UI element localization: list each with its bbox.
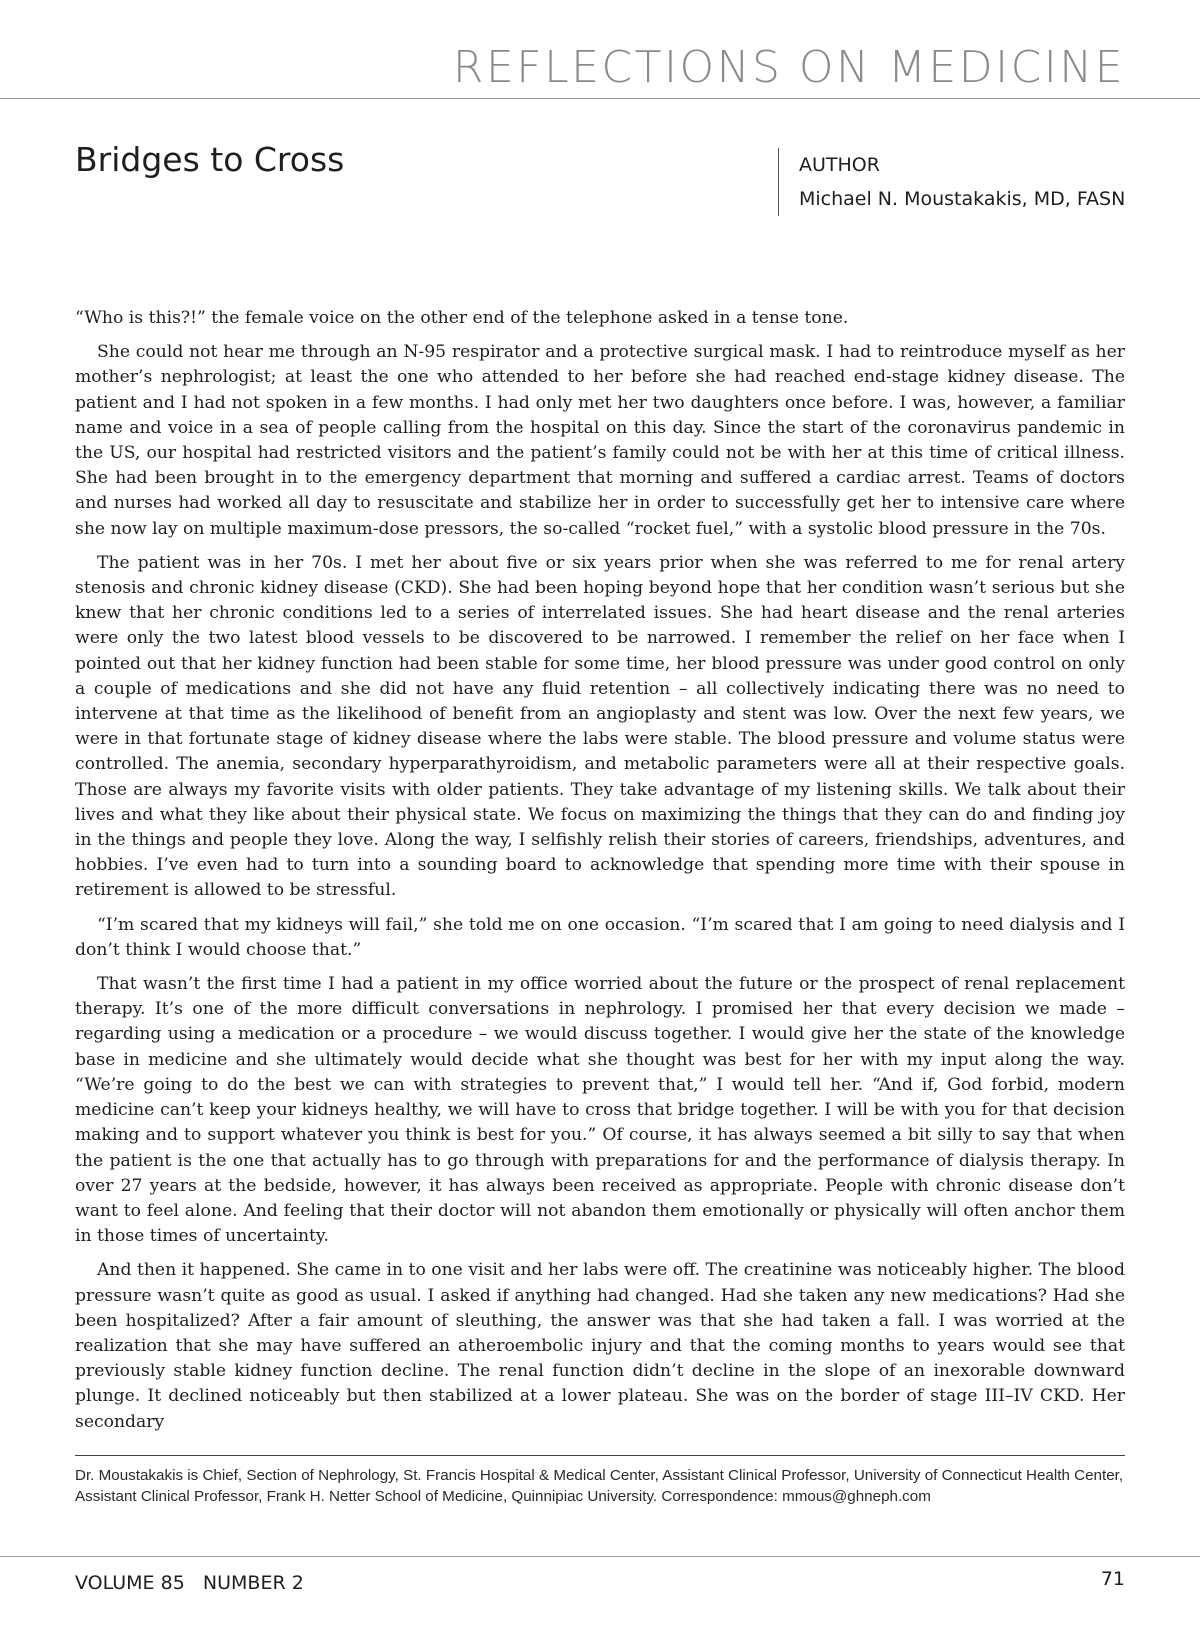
author-block — [778, 148, 1125, 216]
body-paragraph-5: That wasn’t the first time I had a patient in my office worried about the future or the prospect of renal replacement therapy. It’s one of the more difficult conversations in nephrology. I promised her that every decision we made – regarding using a medication or a procedure – we would discuss together. I would give her the state of the knowledge base in medicine and she ultimately would decide what she thought was best for her with my input along the way. “We’re going to do the best we can with strategies to prevent that,” I would tell her. “And if, God forbid, modern medicine can’t keep your kidneys healthy, we will have to cross that bridge together. I will be with you for that decision making and to support whatever you think is best for you.” Of course, it has always seemed a bit silly to say that when the patient is the one that actually has to go through with preparations for and the performance of dialysis therapy. In over 27 years at the bedside, however, it has always been received as appropriate. People with chronic disease don’t want to feel alone. And feeling that their doctor will not abandon them emotionally or physically will often anchor them in those times of uncertainty. — [75, 974, 1125, 1247]
author-label: AUTHOR — [799, 154, 880, 176]
body-paragraph-2: She could not hear me through an N-95 respirator and a protective surgical mask. I had to reintroduce myself as her mother’s nephrologist; at least the one who attended to her before she had reached end-stage kidney disease. The patient and I had not spoken in a few months. I had only met her two daughters once before. I was, however, a familiar name and voice in a sea of people calling from the hospital on this day. Since the start of the coronavirus pandemic in the US, our hospital had restricted visitors and the patient’s family could not be with her at this time of critical illness. She had been brought in to the emergency department that morning and suffered a cardiac arrest. Teams of doctors and nurses had worked all day to resuscitate and stabilize her in order to successfully get her to intensive care where she now lay on multiple maximum-dose pressors, the so-called “rocket fuel,” with a systolic blood pressure in the 70s. — [75, 342, 1125, 539]
body-paragraph-3: The patient was in her 70s. I met her about five or six years prior when she was referred to me for renal artery stenosis and chronic kidney disease (CKD). She had been hoping beyond hope that her condition wasn’t serious but she knew that her chronic conditions led to a series of interrelated issues. She had heart disease and the renal arteries were only the two latest blood vessels to be discovered to be narrowed. I remember the relief on her face when I pointed out that her kidney function had been stable for some time, her blood pressure was under good control on only a couple of medications and she did not have any fluid retention – all collectively indicating there was no need to intervene at that time as the likelihood of benefit from an angioplasty and stent was low. Over the next few years, we were in that fortunate stage of kidney disease where the labs were stable. The blood pressure and volume status were controlled. The anemia, secondary hyperparathyroidism, and metabolic parameters were all at their respective goals. Those are always my favorite visits with older patients. They take advantage of my listening skills. We talk about their lives and what they like about their physical state. We focus on maximizing the things that they can do and finding joy in the things and people they love. Along the way, I selfishly relish their stories of careers, friendships, adventures, and hobbies. I’ve even had to turn into a sounding board to acknowledge that spending more time with their spouse in retirement is allowed to be stressful. — [75, 552, 1125, 901]
footnote-divider — [75, 1455, 1125, 1456]
author-name: Michael N. Moustakakis, MD, FASN — [799, 188, 1126, 210]
footer-divider — [0, 1556, 1200, 1557]
page-number: 71 — [1100, 1568, 1125, 1590]
body-paragraph-4: “I’m scared that my kidneys will fail,” she told me on one occasion. “I’m scared that I am going to need dialysis and I don’t think I would choose that.” — [75, 914, 1125, 960]
section-banner: REFLECTIONS ON MEDICINE — [452, 42, 1125, 93]
article-body — [75, 306, 1125, 1444]
body-paragraph-1: “Who is this?!” the female voice on the other end of the telephone asked in a tense tone. — [75, 308, 849, 328]
article-title: Bridges to Cross — [75, 140, 345, 179]
volume-issue-label: VOLUME 85 NUMBER 2 — [75, 1572, 304, 1594]
body-paragraph-6: And then it happened. She came in to one visit and her labs were off. The creatinine was noticeably higher. The blood pressure wasn’t quite as good as usual. I asked if anything had changed. Had she taken any new medications? Had she been hospitalized? After a fair amount of sleuthing, the answer was that she had taken a fall. I was worried at the realization that she may have suffered an atheroembolic injury and that the coming months to years would see that previously stable kidney function decline. The renal function didn’t decline in the slope of an inexorable downward plunge. It declined noticeably but then stabilized at a lower plateau. She was on the border of stage III–IV CKD. Her secondary — [75, 1260, 1125, 1432]
author-footnote: Dr. Moustakakis is Chief, Section of Nephrology, St. Francis Hospital & Medical Center, Assistant Clinical Professor, University of Connecticut Health Center, Assistant Clinical Professor, Frank H. Netter School of Medicine, Quinnipiac University. Correspondence: mmous@ghneph.com — [75, 1467, 1124, 1505]
header-divider — [0, 98, 1200, 99]
